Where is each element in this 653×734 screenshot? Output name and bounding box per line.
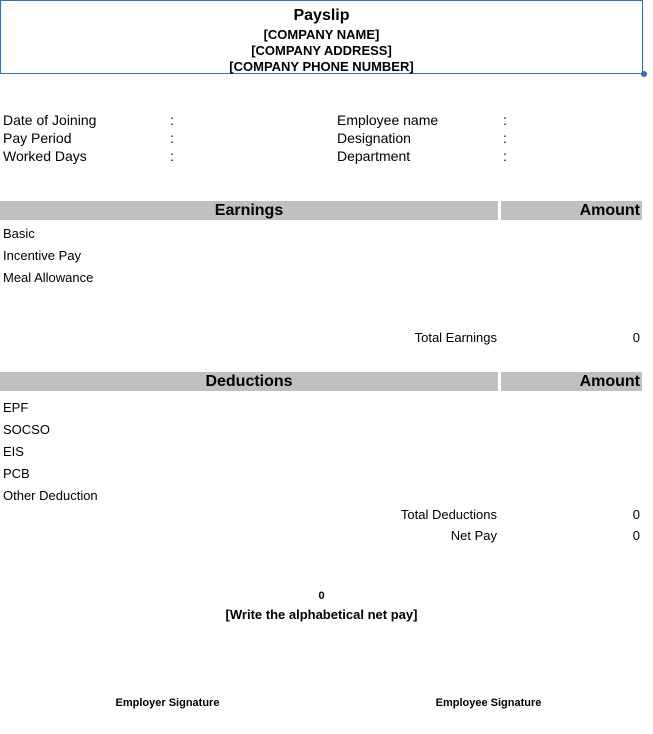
employer-signature: Employer Signature [115, 697, 220, 709]
info-colon: : [170, 148, 174, 164]
net-pay-label: Net Pay [450, 528, 497, 543]
net-pay-in-words: [Write the alphabetical net pay] [225, 607, 418, 622]
deductions-header-bar [0, 372, 498, 391]
earnings-header: Earnings [214, 202, 284, 219]
net-pay-amount: 0 [318, 590, 325, 602]
earnings-header-bar [0, 201, 498, 220]
info-label-worked-days: Worked Days [3, 148, 87, 164]
earning-item-incentive-pay: Incentive Pay [3, 248, 82, 263]
deduction-item-socso: SOCSO [3, 422, 50, 437]
deduction-item-pcb: PCB [3, 466, 30, 481]
info-colon: : [503, 130, 507, 146]
info-label-pay-period: Pay Period [3, 130, 72, 146]
deduction-item-epf: EPF [3, 400, 29, 415]
company-address: [COMPANY ADDRESS] [251, 43, 392, 58]
deductions-amount-bar [501, 372, 642, 391]
net-pay-value: 0 [632, 528, 640, 543]
info-colon: : [170, 130, 174, 146]
total-earnings-value: 0 [632, 330, 640, 345]
deductions-header: Deductions [205, 373, 293, 390]
company-name: [COMPANY NAME] [263, 27, 380, 42]
total-deductions-label: Total Deductions [400, 507, 497, 522]
payslip-title: Payslip [293, 7, 350, 24]
earning-item-basic: Basic [3, 226, 35, 241]
earnings-amount-bar [501, 201, 642, 220]
deductions-amount-header: Amount [579, 373, 640, 390]
info-label-employee-name: Employee name [337, 112, 439, 128]
info-colon: : [503, 112, 507, 128]
info-colon: : [170, 112, 174, 128]
info-label-date-of-joining: Date of Joining [3, 112, 97, 128]
company-phone: [COMPANY PHONE NUMBER] [229, 59, 414, 74]
total-earnings-label: Total Earnings [414, 330, 497, 345]
info-label-department: Department [337, 148, 411, 164]
earning-item-meal-allowance: Meal Allowance [3, 270, 94, 285]
employee-signature: Employee Signature [435, 697, 542, 709]
total-deductions-value: 0 [632, 507, 640, 522]
deduction-item-other: Other Deduction [3, 488, 98, 503]
info-colon: : [503, 148, 507, 164]
info-label-designation: Designation [337, 130, 411, 146]
earnings-amount-header: Amount [579, 202, 640, 219]
deduction-item-eis: EIS [3, 444, 24, 459]
